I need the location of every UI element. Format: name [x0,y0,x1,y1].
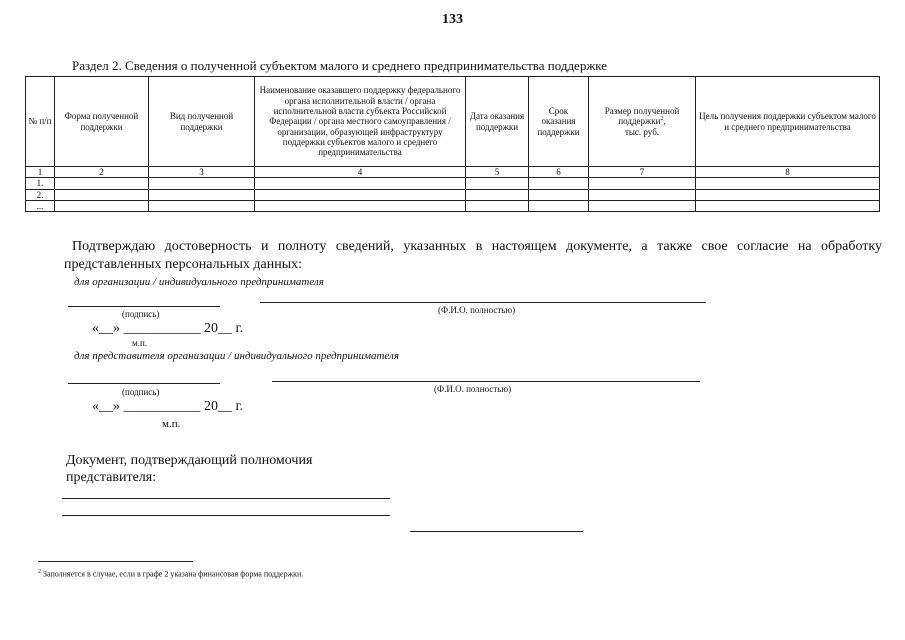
consent-statement: Подтверждаю достоверность и полноту сведений, указанных в настоящем документе, а также свое согласие на обработку представленных персональных данных: [64,239,882,272]
table-cell[interactable] [55,201,149,212]
row-number: 1. [26,178,55,189]
authority-document-title: Документ, подтверждающий полномочия представителя: [66,453,313,485]
column-number: 7 [589,167,696,178]
row-number: ... [26,201,55,212]
org-signature-line[interactable] [68,306,220,307]
rep-fio-caption: (Ф.И.О. полностью) [434,384,512,394]
table-cell[interactable] [589,178,696,189]
authority-document-line[interactable] [62,498,390,499]
header-amount-unit: тыс. руб. [624,126,660,137]
table-cell[interactable] [589,189,696,200]
header-amount-label: Размер полученной поддержки [604,105,680,127]
table-cell[interactable] [529,189,589,200]
page-number: 133 [442,12,463,27]
table-cell[interactable] [55,178,149,189]
table-row [26,201,880,212]
table-cell[interactable] [255,178,466,189]
header-amount-footnote-ref: 2 [660,116,664,123]
column-number: 1 [26,167,55,178]
table-cell[interactable] [255,189,466,200]
table-cell[interactable] [255,201,466,212]
header-cell-date: Дата оказания поддержки [466,77,529,167]
column-number: 6 [529,167,589,178]
column-number: 3 [149,167,255,178]
org-fio-line[interactable] [260,302,706,303]
header-cell-purpose: Цель получения поддержки субъектом малого и среднего предпринимательства [696,77,880,167]
header-cell-form: Форма полученной поддержки [55,77,149,167]
table-header-row [26,77,880,167]
rep-signature-caption: (подпись) [122,387,160,397]
header-cell-term: Срок оказания поддержки [529,77,589,167]
table-row [26,189,880,200]
table-cell[interactable] [529,201,589,212]
support-table [25,76,880,212]
footnote-mark: 2 [38,569,41,575]
column-number: 8 [696,167,880,178]
rep-label: для представителя организации / индивидуального предпринимателя [74,350,399,362]
org-fio-caption: (Ф.И.О. полностью) [438,305,516,315]
table-cell[interactable] [149,178,255,189]
table-cell[interactable] [589,201,696,212]
table-row [26,178,880,189]
section-title: Раздел 2. Сведения о полученной субъектом малого и среднего предпринимательства поддержке [72,58,608,73]
table-cell[interactable] [466,189,529,200]
table-cell[interactable] [466,201,529,212]
rep-signature-line[interactable] [68,383,220,384]
header-cell-type: Вид полученной поддержки [149,77,255,167]
header-cell-no: № п/п [26,77,55,167]
column-number: 4 [255,167,466,178]
row-number: 2. [26,189,55,200]
rep-fio-line[interactable] [272,381,700,382]
org-label: для организации / индивидуального предпринимателя [74,276,324,288]
authority-signature-line[interactable] [410,531,583,532]
table-cell[interactable] [696,201,880,212]
table-cell[interactable] [149,189,255,200]
footnote [38,569,303,579]
header-cell-provider: Наименование оказавшего поддержку федерального органа исполнительной власти / органа исполнительной власти субъекта Российской Федерации / органа местного самоуправления / организации, образующей инфраструктуру поддержки субъектов малого и среднего предпринимательства [255,77,466,167]
column-number-row [26,167,880,178]
authority-document-line[interactable] [62,515,390,516]
column-number: 2 [55,167,149,178]
footnote-separator [38,561,193,562]
table-cell[interactable] [696,189,880,200]
table-cell[interactable] [149,201,255,212]
org-stamp-mark: м.п. [132,338,148,348]
table-cell[interactable] [529,178,589,189]
table-cell[interactable] [466,178,529,189]
header-cell-amount: Размер полученной поддержки$^2$, тыс. руб. [589,77,696,167]
rep-stamp-mark: м.п. [162,418,181,430]
table-cell[interactable] [55,189,149,200]
footnote-text: Заполняется в случае, если в графе 2 указана финансовая форма поддержки. [43,569,304,579]
org-date-line[interactable]: «__» ___________ 20__ г. [92,321,244,336]
column-number: 5 [466,167,529,178]
rep-date-line[interactable]: «__» ___________ 20__ г. [92,399,244,414]
table-cell[interactable] [696,178,880,189]
org-signature-caption: (подпись) [122,309,160,319]
